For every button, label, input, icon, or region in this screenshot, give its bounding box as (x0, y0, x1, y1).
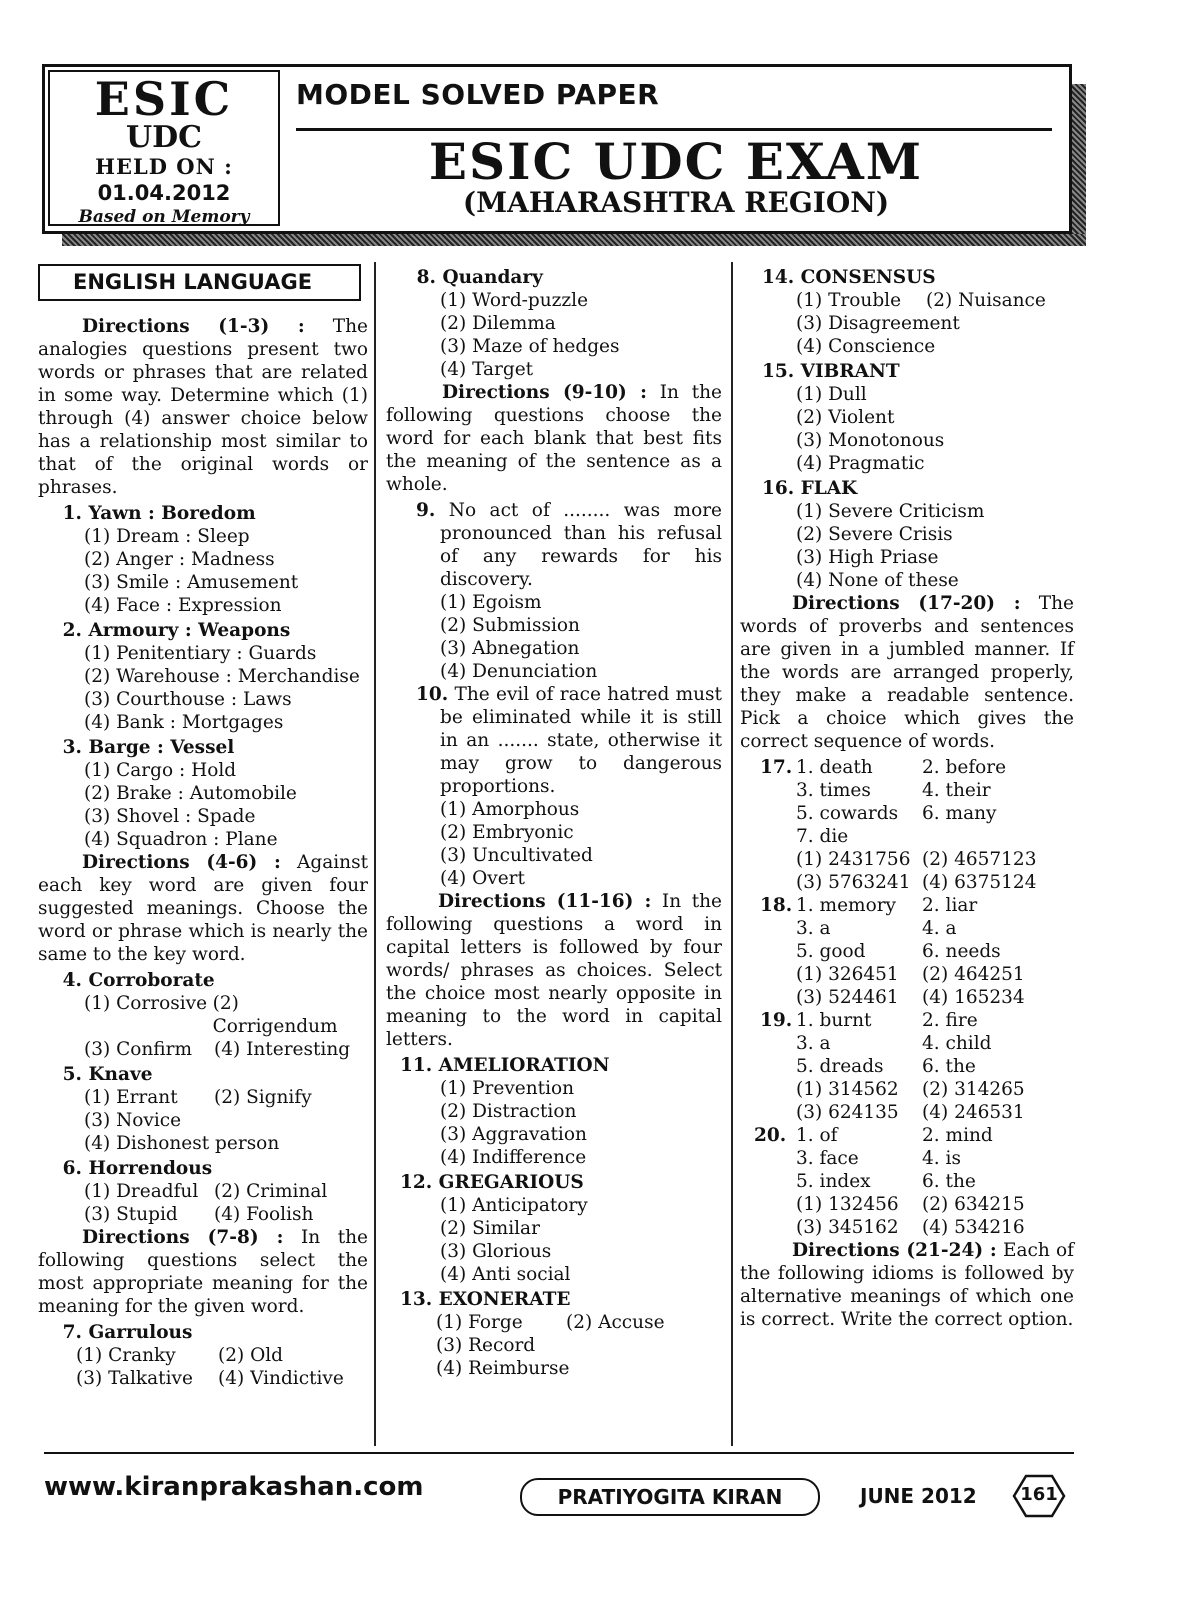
option: (1) Dull (796, 384, 867, 405)
option: (3) Confirm (84, 1039, 193, 1060)
option: (4) Pragmatic (796, 453, 925, 474)
box-date: 01.04.2012 (97, 181, 231, 205)
jumbled-word: 4. a (922, 918, 957, 939)
question-1: 1. Yawn : Boredom (62, 503, 256, 524)
option: (2) Signify (214, 1087, 312, 1108)
question-number: 17. (760, 757, 793, 778)
box-esic: ESIC (94, 72, 234, 126)
question-number: 20. (754, 1125, 787, 1146)
option-row (38, 1367, 368, 1390)
question-16: 16. FLAK (762, 478, 858, 499)
directions-text: The words of proverbs and sentences are given in a jumbled manner. If the words are arranged properly, they make a readable sentence. Pick a choice which gives the correct sequence of words. (740, 593, 1074, 752)
jumbled-word: 2. mind (922, 1125, 993, 1146)
column-divider (374, 262, 376, 1446)
option: (2) Anger : Madness (84, 549, 275, 570)
jumbled-word: 3. times (796, 780, 871, 801)
header-shadow (62, 234, 1086, 246)
option: (1) Severe Criticism (796, 501, 985, 522)
jumbled-word: 2. liar (922, 895, 978, 916)
jumbled-word: 5. good (796, 941, 866, 962)
option: (1) Word-puzzle (440, 290, 589, 311)
option: (4) Overt (440, 868, 525, 889)
jumbled-word: 4. is (922, 1148, 961, 1169)
option: (3) 5763241 (796, 872, 911, 893)
jumbled-word: 5. index (796, 1171, 871, 1192)
option: (2) Nuisance (926, 290, 1046, 311)
directions-9-10 (386, 381, 722, 496)
section-title: ENGLISH LANGUAGE (38, 264, 361, 301)
directions-label: Directions (11-16) : (438, 891, 652, 912)
header-shadow (1072, 84, 1086, 246)
column-3 (740, 264, 1074, 1334)
option: (1) 326451 (796, 964, 899, 985)
question-19 (740, 1009, 1074, 1124)
column-1 (38, 264, 368, 1390)
option: (1) Corrosive (84, 993, 208, 1014)
option: (3) 524461 (796, 987, 899, 1008)
option: (4) Conscience (796, 336, 936, 357)
jumbled-word: 1. memory (796, 895, 896, 916)
option: (2) Old (218, 1345, 284, 1366)
question-9: 9. No act of ........ was more pronounced than his refusal of any rewards for his discovery. (416, 500, 722, 590)
question-3: 3. Barge : Vessel (62, 737, 235, 758)
option: (3) Talkative (76, 1368, 193, 1389)
option-row (38, 1038, 368, 1061)
jumbled-word: 4. their (922, 780, 991, 801)
directions-label: Directions (4-6) : (82, 852, 281, 873)
option: (4) Interesting (214, 1039, 351, 1060)
option: (4) 246531 (922, 1102, 1025, 1123)
option: (4) Squadron : Plane (84, 829, 278, 850)
option: (2) Submission (440, 615, 580, 636)
option: (2) Corrigendum (212, 993, 338, 1037)
option: (1) Dream : Sleep (84, 526, 250, 547)
option: (1) Penitentiary : Guards (84, 643, 317, 664)
option: (2) Embryonic (440, 822, 574, 843)
option: (3) Record (436, 1335, 536, 1356)
jumbled-word: 3. a (796, 1033, 831, 1054)
option: (4) 534216 (922, 1217, 1025, 1238)
option: (4) Vindictive (218, 1368, 344, 1389)
directions-4-6 (38, 851, 368, 966)
option-row (386, 1311, 722, 1334)
option: (3) Smile : Amusement (84, 572, 299, 593)
directions-text: The analogies questions present two words or phrases that are related in some way. Determine which (1) through (4) answer choice below has a relationship most similar to that of the original words or phrases. (38, 316, 368, 498)
option: (2) Warehouse : Merchandise (84, 666, 360, 687)
question-14: 14. CONSENSUS (762, 267, 936, 288)
option: (4) None of these (796, 570, 959, 591)
option-row (38, 1203, 368, 1226)
jumbled-word: 3. a (796, 918, 831, 939)
option: (1) Egoism (440, 592, 542, 613)
option: (3) 624135 (796, 1102, 899, 1123)
page-number-badge (1012, 1474, 1066, 1518)
question-15: 15. VIBRANT (762, 361, 900, 382)
question-12: 12. GREGARIOUS (400, 1172, 584, 1193)
option: (3) 345162 (796, 1217, 899, 1238)
option: (2) 314265 (922, 1079, 1025, 1100)
directions-label: Directions (17-20) : (792, 593, 1021, 614)
jumbled-word: 5. dreads (796, 1056, 884, 1077)
page-number: 161 (1020, 1484, 1058, 1505)
option: (3) Glorious (440, 1241, 552, 1262)
model-paper-label: MODEL SOLVED PAPER (296, 78, 660, 111)
option: (2) Distraction (440, 1101, 577, 1122)
footer-issue-date: JUNE 2012 (860, 1484, 977, 1508)
jumbled-word: 6. the (922, 1056, 976, 1077)
question-10: 10. The evil of race hatred must be eliminated while it is still in an ....... state, otherwise it may grow to dangerous proportions. (416, 684, 722, 797)
option: (3) Maze of hedges (440, 336, 620, 357)
option: (3) Novice (84, 1110, 182, 1131)
option: (1) Trouble (796, 290, 902, 311)
exam-region: (MAHARASHTRA REGION) (462, 186, 890, 219)
column-divider (731, 262, 733, 1446)
jumbled-word: 7. die (796, 826, 849, 847)
option: (1) Amorphous (440, 799, 580, 820)
directions-text: In the following questions a word in capital letters is followed by four words/ phrases as choices. Select the choice most nearly opposite in meaning to the word in capital letters. (386, 891, 723, 1050)
question-number: 18. (760, 895, 793, 916)
option: (3) Shovel : Spade (84, 806, 256, 827)
option-row (38, 1344, 368, 1367)
jumbled-word: 6. the (922, 1171, 976, 1192)
box-based-on: Based on Memory (78, 207, 250, 227)
option: (1) Dreadful (84, 1181, 199, 1202)
directions-label: Directions (9-10) : (442, 382, 647, 403)
option: (4) 165234 (922, 987, 1025, 1008)
directions-21-24 (740, 1239, 1074, 1331)
directions-label: Directions (7-8) : (82, 1227, 284, 1248)
footer-magazine-name: PRATIYOGITA KIRAN (520, 1478, 820, 1516)
jumbled-word: 5. cowards (796, 803, 899, 824)
question-6: 6. Horrendous (62, 1158, 213, 1179)
option: (4) Face : Expression (84, 595, 282, 616)
option: (2) 4657123 (922, 849, 1037, 870)
question-5: 5. Knave (62, 1064, 153, 1085)
exam-info-box (48, 70, 280, 226)
option: (3) Disagreement (796, 313, 960, 334)
option: (2) Similar (440, 1218, 540, 1239)
option: (2) Criminal (214, 1181, 328, 1202)
directions-label: Directions (21-24) : (792, 1240, 997, 1261)
directions-text: In the following questions select the most appropriate meaning for the meaning for the given word. (38, 1227, 368, 1317)
question-11: 11. AMELIORATION (400, 1055, 610, 1076)
option-row (38, 1086, 368, 1109)
option-row (38, 992, 368, 1038)
jumbled-word: 1. death (796, 757, 873, 778)
option-row (38, 1180, 368, 1203)
option: (1) 132456 (796, 1194, 899, 1215)
footer-website: www.kiranprakashan.com (44, 1472, 424, 1502)
option: (1) Forge (436, 1312, 523, 1333)
option: (4) 6375124 (922, 872, 1037, 893)
option: (2) 634215 (922, 1194, 1025, 1215)
option: (3) Stupid (84, 1204, 178, 1225)
question-13: 13. EXONERATE (400, 1289, 571, 1310)
option: (3) Uncultivated (440, 845, 593, 866)
option: (4) Indifference (440, 1147, 587, 1168)
option: (3) High Priase (796, 547, 939, 568)
option: (3) Courthouse : Laws (84, 689, 292, 710)
box-udc: UDC (125, 120, 203, 155)
footer-rule (44, 1452, 1074, 1454)
jumbled-word: 2. before (922, 757, 1007, 778)
jumbled-word: 6. many (922, 803, 997, 824)
option: (1) Errant (84, 1087, 178, 1108)
exam-title: ESIC UDC EXAM (428, 132, 924, 191)
option: (4) Foolish (214, 1204, 314, 1225)
option: (1) Anticipatory (440, 1195, 588, 1216)
directions-7-8 (38, 1226, 368, 1318)
question-7: 7. Garrulous (62, 1322, 193, 1343)
option: (4) Anti social (440, 1264, 571, 1285)
option: (1) Cargo : Hold (84, 760, 237, 781)
option: (3) Monotonous (796, 430, 945, 451)
option: (2) Accuse (566, 1312, 665, 1333)
option: (4) Denunciation (440, 661, 598, 682)
directions-text: In the following questions choose the word for each blank that best fits the meaning of the sentence as a whole. (386, 382, 722, 495)
box-held-on: HELD ON : (95, 154, 233, 179)
directions-label: Directions (1-3) : (82, 316, 305, 337)
directions-11-16 (386, 890, 722, 1051)
jumbled-word: 4. child (922, 1033, 992, 1054)
question-18 (740, 894, 1074, 1009)
masthead (42, 64, 1086, 246)
question-2: 2. Armoury : Weapons (62, 620, 291, 641)
option: (4) Reimburse (436, 1358, 570, 1379)
option: (2) Dilemma (440, 313, 556, 334)
directions-text: Each of the following idioms is followed by alternative meanings of which one is correct. Write the correct option. (740, 1240, 1075, 1330)
header-rule (296, 128, 1052, 131)
option: (1) 2431756 (796, 849, 911, 870)
question-4: 4. Corroborate (62, 970, 215, 991)
jumbled-word: 2. fire (922, 1010, 978, 1031)
directions-17-20 (740, 592, 1074, 753)
jumbled-word: 3. face (796, 1148, 859, 1169)
option: (1) 314562 (796, 1079, 899, 1100)
option: (2) Brake : Automobile (84, 783, 297, 804)
option: (2) Severe Crisis (796, 524, 953, 545)
option: (2) 464251 (922, 964, 1025, 985)
question-17 (740, 756, 1074, 894)
jumbled-word: 1. burnt (796, 1010, 872, 1031)
question-20 (740, 1124, 1074, 1239)
jumbled-word: 1. of (796, 1125, 838, 1146)
option: (3) Abnegation (440, 638, 580, 659)
jumbled-word: 6. needs (922, 941, 1001, 962)
option: (4) Bank : Mortgages (84, 712, 284, 733)
option: (3) Aggravation (440, 1124, 587, 1145)
option: (4) Target (440, 359, 534, 380)
column-2 (386, 264, 722, 1380)
option: (2) Violent (796, 407, 895, 428)
question-8: 8. Quandary (416, 267, 543, 288)
question-number: 19. (760, 1010, 793, 1031)
option: (4) Dishonest person (84, 1133, 280, 1154)
directions-1-3 (38, 315, 368, 499)
option: (1) Cranky (76, 1345, 176, 1366)
option-row (740, 289, 1074, 312)
directions-text: Against each key word are given four suggested meanings. Choose the word or phrase which is nearly the same to the key word. (38, 852, 368, 965)
option: (1) Prevention (440, 1078, 575, 1099)
